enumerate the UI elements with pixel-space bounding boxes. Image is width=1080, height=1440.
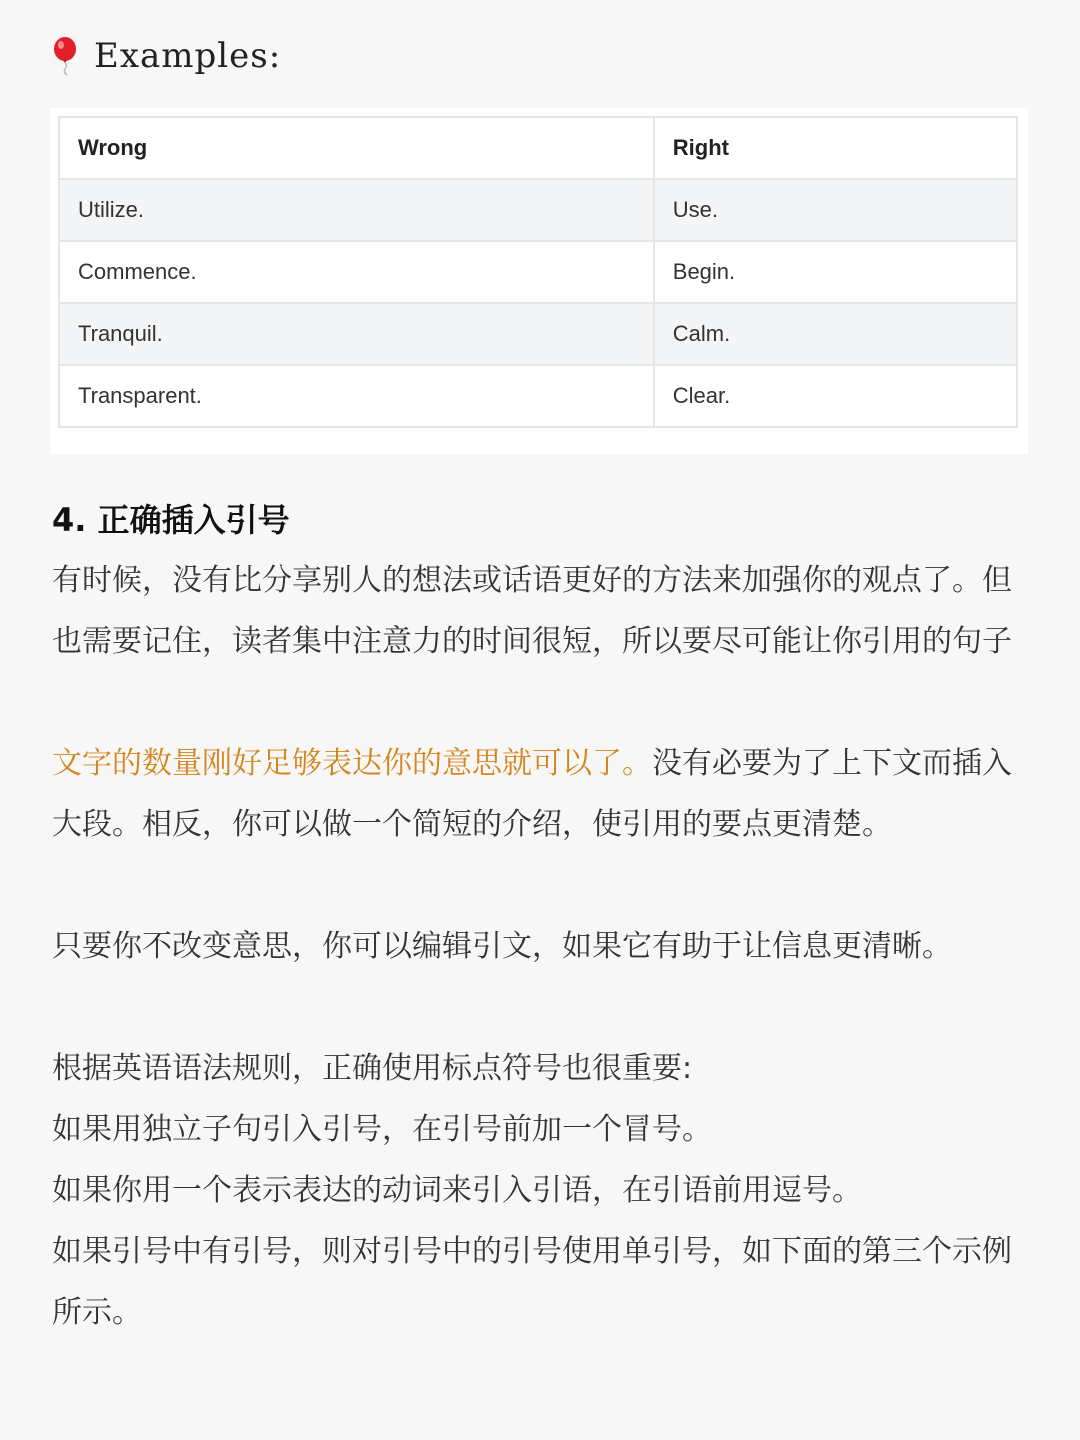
wrong-cell: Transparent. — [59, 365, 654, 427]
paragraph-quotes-intro: 有时候，没有比分享别人的想法或话语更好的方法来加强你的观点了。但也需要记住，读者集中注意力的时间很短，所以要尽可能让你引用的句子 — [52, 563, 1012, 659]
wrong-cell: Commence. — [59, 241, 654, 303]
wrong-cell: Tranquil. — [59, 303, 654, 365]
paragraph-quote-length — [52, 733, 1032, 855]
table-row — [59, 303, 1017, 365]
section-title: 4. 正确插入引号 — [52, 501, 290, 539]
examples-table — [58, 116, 1018, 428]
punctuation-rule-single-quotes: 如果引号中有引号，则对引号中的引号使用单引号，如下面的第三个示例所示。 — [52, 1234, 1012, 1330]
wrong-cell: Utilize. — [59, 179, 654, 241]
punctuation-rule-colon: 如果用独立子句引入引号，在引号前加一个冒号。 — [52, 1112, 712, 1147]
right-cell: Begin. — [654, 241, 1017, 303]
table-row — [59, 241, 1017, 303]
examples-heading — [52, 30, 281, 82]
balloon-icon — [52, 36, 80, 76]
paragraph-text: 没有必要为了上下文而插入大段。相反，你可以做一个简短的介绍，使引用的要点更清楚。 — [52, 746, 1012, 842]
highlighted-text: 文字的数量刚好足够表达你的意思就可以了。 — [52, 746, 652, 781]
table-header-row — [59, 117, 1017, 179]
examples-label: Examples: — [94, 36, 282, 76]
header-wrong: Wrong — [59, 117, 654, 179]
right-cell: Calm. — [654, 303, 1017, 365]
table-row — [59, 179, 1017, 241]
table-row — [59, 365, 1017, 427]
punctuation-rule-comma: 如果你用一个表示表达的动词来引入引语，在引语前用逗号。 — [52, 1173, 862, 1208]
header-right: Right — [654, 117, 1017, 179]
article-content — [52, 490, 1032, 1343]
examples-table-card — [50, 108, 1028, 454]
paragraph-edit-quotes: 只要你不改变意思，你可以编辑引文，如果它有助于让信息更清晰。 — [52, 929, 952, 964]
punctuation-rule-intro: 根据英语语法规则，正确使用标点符号也很重要: — [52, 1051, 693, 1086]
right-cell: Clear. — [654, 365, 1017, 427]
right-cell: Use. — [654, 179, 1017, 241]
